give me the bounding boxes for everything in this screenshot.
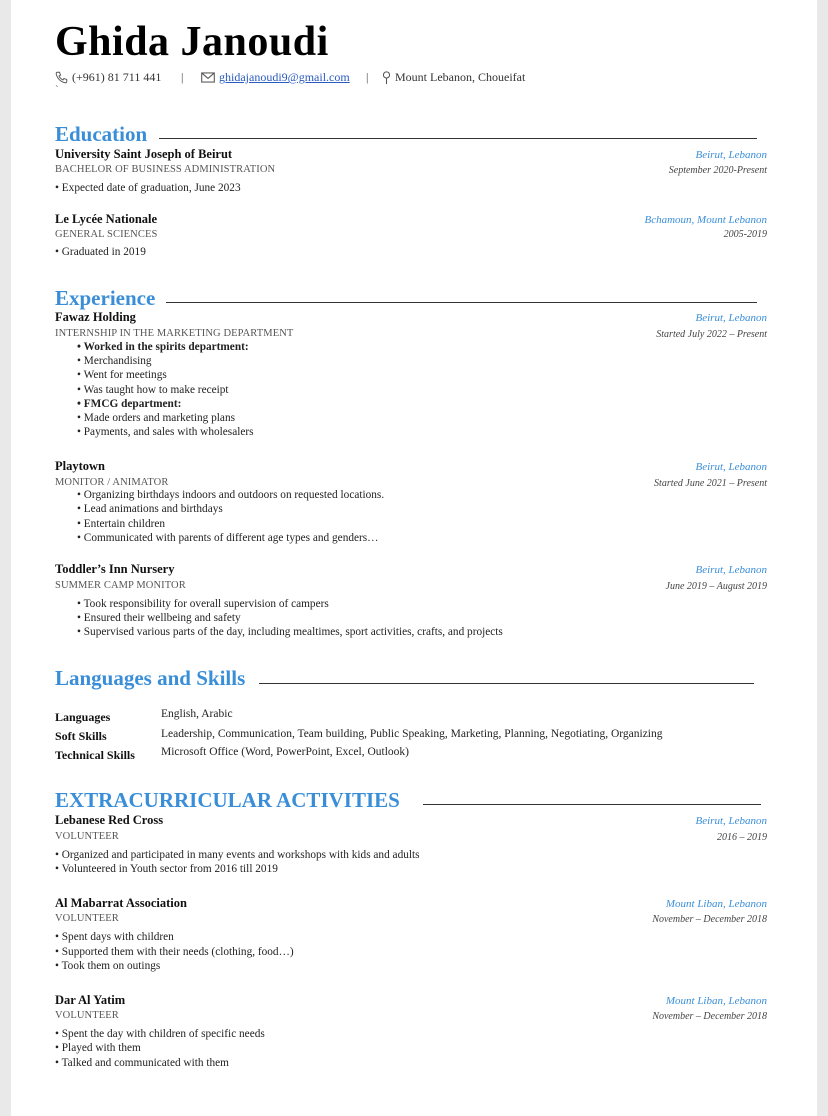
activity-date: November – December 2018 (652, 914, 767, 925)
activity-bullet: • Took them on outings (55, 960, 161, 972)
edu-role: BACHELOR OF BUSINESS ADMINISTRATION (55, 164, 276, 175)
activities-heading: EXTRACURRICULAR ACTIVITIES (55, 788, 400, 812)
exp-bullet: • Organizing birthdays indoors and outdoors on requested locations. (77, 489, 385, 501)
edu-location: Beirut, Lebanon (695, 149, 767, 161)
edu-role: GENERAL SCIENCES (55, 229, 158, 240)
activity-org: Dar Al Yatim (55, 993, 126, 1007)
exp-bullet: • Worked in the spirits department: (77, 341, 249, 353)
exp-bullet: • Went for meetings (77, 369, 167, 381)
activity-date: November – December 2018 (652, 1011, 767, 1022)
exp-bullet: • Ensured their wellbeing and safety (77, 612, 241, 624)
exp-location: Beirut, Lebanon (695, 564, 767, 576)
exp-org: Fawaz Holding (55, 310, 136, 324)
skills-heading: Languages and Skills (55, 666, 246, 690)
activity-role: VOLUNTEER (55, 831, 119, 842)
activity-location: Beirut, Lebanon (695, 815, 767, 827)
exp-org: Toddler’s Inn Nursery (55, 562, 175, 576)
exp-date: Started July 2022 – Present (656, 329, 767, 340)
edu-date: 2005-2019 (723, 229, 767, 240)
exp-bullet: • Made orders and marketing plans (77, 412, 235, 424)
skills-value: Microsoft Office (Word, PowerPoint, Excel, Outlook) (161, 746, 409, 758)
activity-org: Al Mabarrat Association (55, 896, 187, 910)
activity-date: 2016 – 2019 (717, 832, 767, 843)
contact-separator: | (181, 70, 184, 84)
exp-role: INTERNSHIP IN THE MARKETING DEPARTMENT (55, 328, 294, 339)
exp-bullet: • Payments, and sales with wholesalers (77, 426, 254, 438)
activity-bullet: • Talked and communicated with them (55, 1057, 229, 1069)
phone-contact (55, 70, 161, 85)
location-contact (382, 70, 525, 85)
activity-bullet: • Spent the day with children of specific needs (55, 1028, 265, 1040)
exp-bullet: • Supervised various parts of the day, including mealtimes, sport activities, crafts, and projects (77, 626, 503, 638)
email-link[interactable]: ghidajanoudi9@gmail.com (219, 70, 350, 84)
exp-bullet: • Entertain children (77, 518, 166, 530)
exp-bullet: • Was taught how to make receipt (77, 384, 229, 396)
exp-bullet: • Communicated with parents of different age types and genders… (77, 532, 379, 544)
phone-number: (+961) 81 711 441 (72, 70, 162, 84)
exp-org: Playtown (55, 459, 105, 473)
exp-bullet: • Took responsibility for overall supervision of campers (77, 598, 329, 610)
edu-location: Bchamoun, Mount Lebanon (644, 214, 767, 226)
activity-bullet: • Spent days with children (55, 931, 174, 943)
activity-bullet: • Organized and participated in many events and workshops with kids and adults (55, 849, 420, 861)
edu-bullet: • Graduated in 2019 (55, 246, 146, 258)
edu-bullet: • Expected date of graduation, June 2023 (55, 182, 241, 194)
edu-org: University Saint Joseph of Beirut (55, 147, 233, 161)
activity-role: VOLUNTEER (55, 1010, 119, 1021)
activity-role: VOLUNTEER (55, 913, 119, 924)
activity-bullet: • Supported them with their needs (clothing, food…) (55, 946, 294, 958)
activity-bullet: • Played with them (55, 1042, 141, 1054)
email-contact (201, 70, 350, 85)
exp-role: SUMMER CAMP MONITOR (55, 580, 186, 591)
exp-location: Beirut, Lebanon (695, 312, 767, 324)
resume-page (11, 0, 817, 1116)
section-rule (423, 804, 761, 805)
skills-label: Languages (55, 710, 111, 724)
stray-mark: ` (55, 84, 59, 96)
location-text: Mount Lebanon, Choueifat (395, 70, 526, 84)
exp-location: Beirut, Lebanon (695, 461, 767, 473)
exp-role: MONITOR / ANIMATOR (55, 477, 169, 488)
exp-date: June 2019 – August 2019 (665, 581, 767, 592)
contact-separator: | (366, 70, 369, 84)
activity-location: Mount Liban, Lebanon (665, 898, 767, 910)
edu-date: September 2020-Present (668, 165, 767, 176)
exp-bullet: • Lead animations and birthdays (77, 503, 223, 515)
skills-label: Soft Skills (55, 729, 107, 743)
education-heading: Education (55, 122, 148, 146)
edu-org: Le Lycée Nationale (55, 212, 158, 226)
skills-value: English, Arabic (161, 708, 233, 720)
skills-label: Technical Skills (55, 748, 135, 762)
phone-icon (55, 71, 68, 84)
section-rule (159, 138, 757, 139)
experience-heading: Experience (55, 286, 156, 310)
activity-location: Mount Liban, Lebanon (665, 995, 767, 1007)
location-pin-icon (382, 71, 391, 85)
exp-bullet: • FMCG department: (77, 398, 182, 410)
exp-bullet: • Merchandising (77, 355, 152, 367)
activity-org: Lebanese Red Cross (55, 813, 164, 827)
section-rule (166, 302, 757, 303)
skills-value: Leadership, Communication, Team building, Public Speaking, Marketing, Planning, Negotiating, Organizing (161, 728, 663, 740)
mail-icon (201, 72, 215, 83)
activity-bullet: • Volunteered in Youth sector from 2016 till 2019 (55, 863, 278, 875)
candidate-name: Ghida Janoudi (55, 19, 329, 65)
exp-date: Started June 2021 – Present (654, 478, 767, 489)
section-rule (259, 683, 754, 684)
